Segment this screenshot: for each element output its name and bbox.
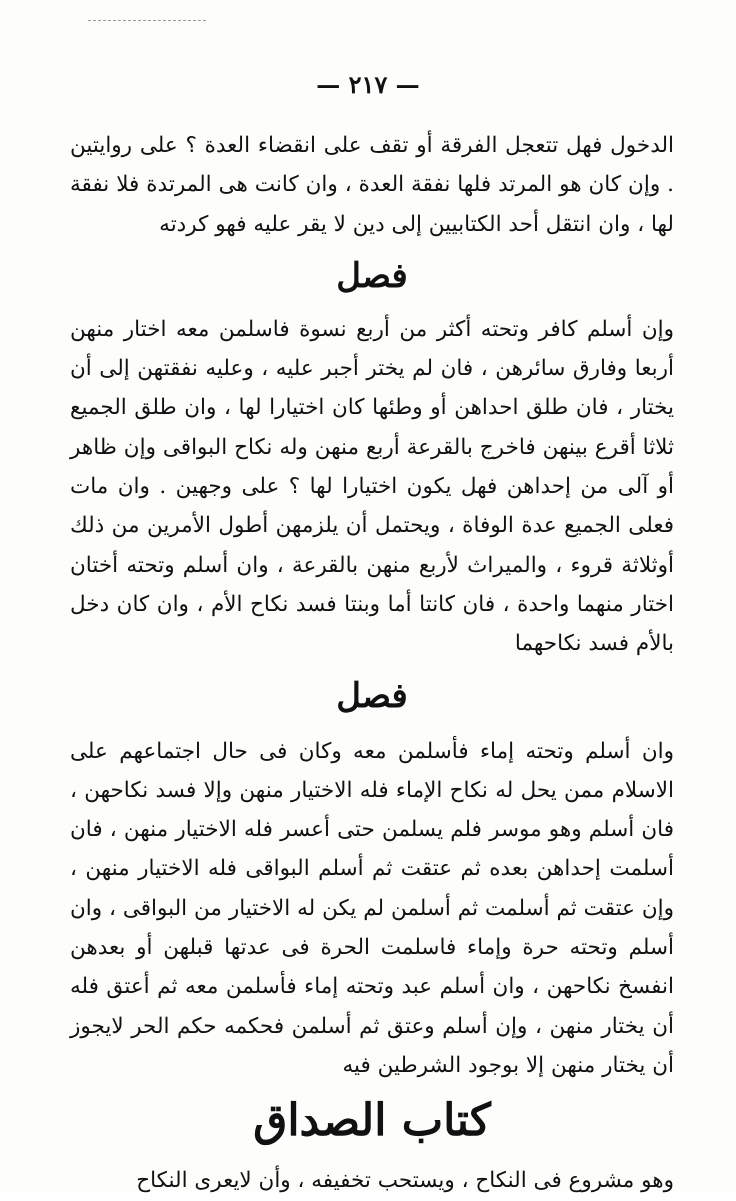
paragraph-4: وهو مشروع فى النكاح ، ويستحب تخفيفه ، وأن لايعرى النكاح	[136, 1168, 674, 1194]
paragraph-2: وإن أسلم كافر وتحته أكثر من أربع نسوة فاسلمن معه اختار منهن أربعا وفارق سائرهن ، فان لم يختر أجبر عليه ، وعليه نفقتهن إلى أن يختار ، فان طلق احداهن أو وطئها كان اختيارا لها ، وان طلق الجميع ثلاثا أقرع بينهن فاخرج بالقرعة أربع منهن وله نكاح البواقى وإن ظاهر أو آلى من إحداهن فهل يكون اختيارا لها ؟ على وجهين . وان مات فعلى الجميع عدة الوفاة ، ويحتمل أن يلزمهن أطول الأمرين من ذلك أوثلاثة قروء ، والميراث لأربع منهن بالقرعة ، وان أسلم وتحته أختان اختار منهما واحدة ، فان كانتا أما وبنتا فسد نكاح الأم ، وان كان دخل بالأم فسد نكاحهما	[70, 316, 674, 657]
paragraph-1: الدخول فهل تتعجل الفرقة أو تقف على انقضاء العدة ؟ على روايتين . وإن كان هو المرتد فلها نفقة العدة ، وان كانت هى المرتدة فلا نفقة لها ، وان انتقل أحد الكتابيين إلى دين لا يقر عليه فهو كردته	[70, 133, 674, 237]
page-number: — ٢١٧ —	[316, 70, 420, 99]
section-heading-fasl-2: فصل	[336, 675, 408, 716]
top-dashed-rule	[88, 20, 206, 21]
page-body	[70, 126, 674, 1201]
book-title: كتاب الصداق	[253, 1095, 491, 1147]
paragraph-3: وان أسلم وتحته إماء فأسلمن معه وكان فى حال اجتماعهم على الاسلام ممن يحل له نكاح الإماء فله الاختيار منهن وإلا فسد نكاحهن ، فان أسلم وهو موسر فلم يسلمن حتى أعسر فله الاختيار منهن ، فان أسلمت إحداهن بعده ثم عتقت ثم أسلم البواقى فله الاختيار منهن ، وإن عتقت ثم أسلمت ثم أسلمن لم يكن له الاختيار من البواقى ، وان أسلم وتحته حرة وإماء فاسلمت الحرة فى عدتها قبلهن أو بعدهن انفسخ نكاحهن ، وان أسلم عبد وتحته إماء فأسلمن معه ثم أعتق فله أن يختار منهن ، وإن أسلم وعتق ثم أسلمن فحكمه حكم الحر لايجوز أن يختار منهن إلا بوجود الشرطين فيه	[70, 738, 674, 1078]
section-heading-fasl-1: فصل	[336, 255, 408, 296]
